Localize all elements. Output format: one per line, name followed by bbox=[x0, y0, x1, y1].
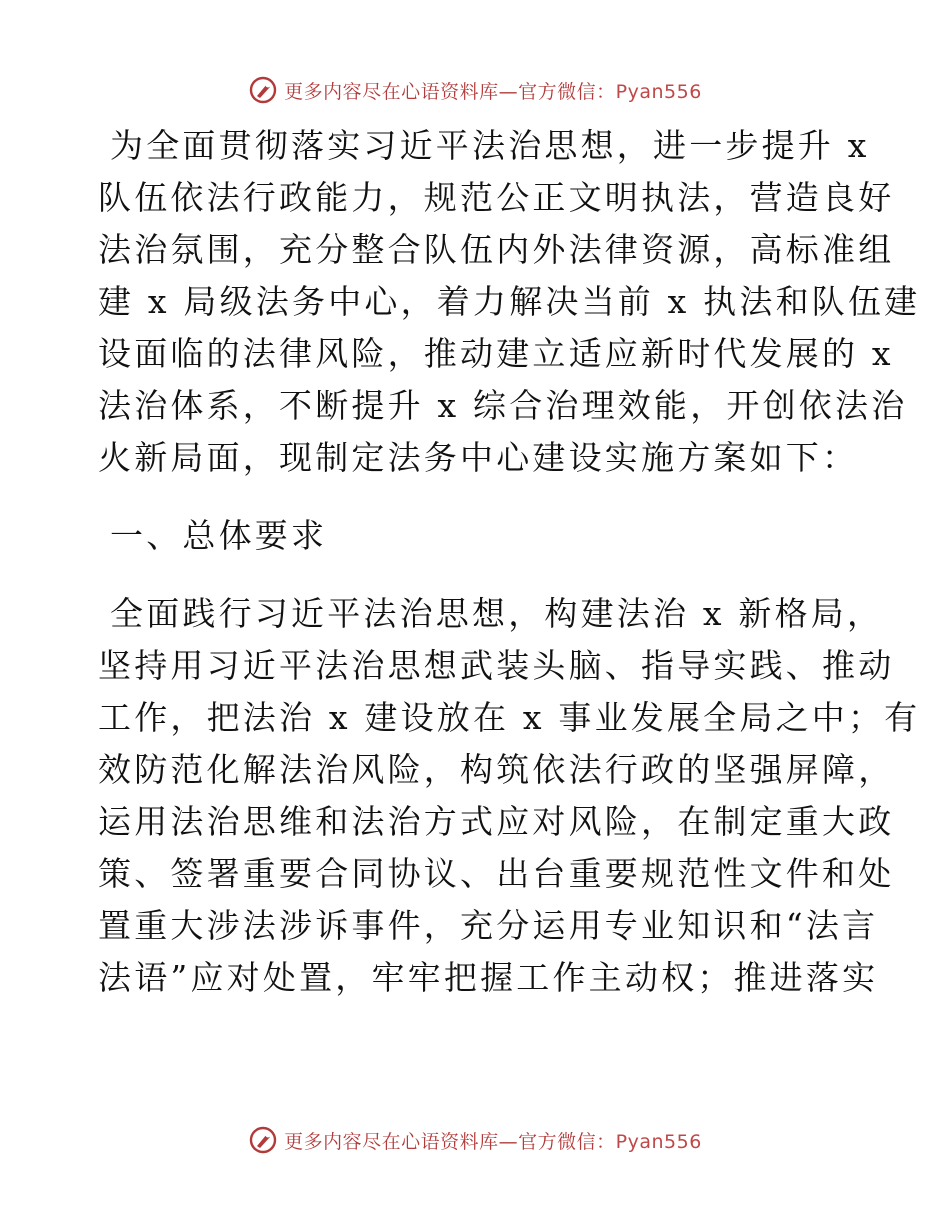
body-line: 法语”应对处置，牢牢把握工作主动权；推进落实 bbox=[98, 958, 879, 997]
body-line: 效防范化解法治风险，构筑依法行政的坚强屏障， bbox=[98, 750, 895, 789]
intro-line: 法治体系，不断提升 x 综合治理效能，开创依法治 bbox=[98, 386, 908, 425]
header-banner-contact: Pyan556 bbox=[615, 80, 702, 103]
header-banner-text: 更多内容尽在心语资料库—官方微信：Pyan556 bbox=[284, 80, 702, 103]
footer-banner-text: 更多内容尽在心语资料库—官方微信：Pyan556 bbox=[284, 1130, 702, 1153]
section-heading: 一、总体要求 bbox=[110, 516, 328, 555]
body-line: 策、签署重要合同协议、出台重要规范性文件和处 bbox=[98, 854, 895, 893]
body-line: 置重大涉法涉诉事件，充分运用专业知识和“法言 bbox=[98, 906, 879, 945]
intro-line: 建 x 局级法务中心，着力解决当前 x 执法和队伍建 bbox=[98, 282, 921, 321]
body-line: 全面践行习近平法治思想，构建法治 x 新格局， bbox=[110, 594, 884, 633]
body-line: 坚持用习近平法治思想武装头脑、指导实践、推动 bbox=[98, 646, 895, 685]
body-line: 工作，把法治 x 建设放在 x 事业发展全局之中；有 bbox=[98, 698, 921, 737]
intro-line: 火新局面，现制定法务中心建设实施方案如下： bbox=[98, 438, 859, 477]
footer-banner-contact: Pyan556 bbox=[615, 1130, 702, 1153]
brand-logo-icon bbox=[248, 1125, 278, 1155]
brand-logo-icon bbox=[248, 75, 278, 105]
intro-line: 法治氛围，充分整合队伍内外法律资源，高标准组 bbox=[98, 230, 895, 269]
intro-line: 为全面贯彻落实习近平法治思想，进一步提升 x bbox=[110, 126, 870, 165]
header-watermark-banner bbox=[0, 70, 950, 110]
intro-line: 设面临的法律风险，推动建立适应新时代发展的 x bbox=[98, 334, 894, 373]
intro-line: 队伍依法行政能力，规范公正文明执法，营造良好 bbox=[98, 178, 895, 217]
document-body bbox=[98, 120, 921, 1004]
body-line: 运用法治思维和法治方式应对风险，在制定重大政 bbox=[98, 802, 895, 841]
footer-watermark-banner bbox=[0, 1120, 950, 1160]
